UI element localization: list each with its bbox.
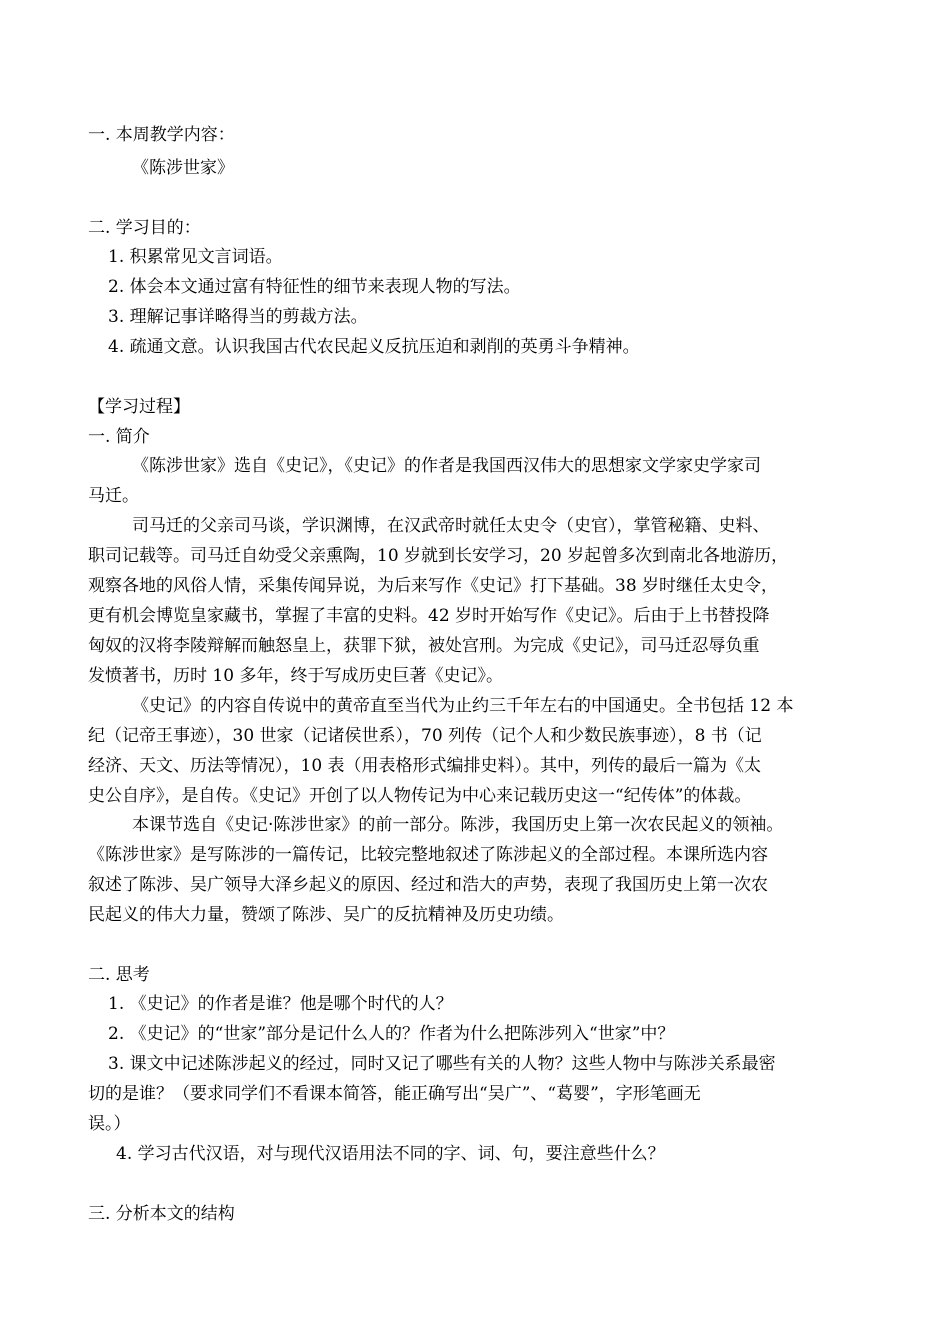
- structure-heading: 三. 分析本文的结构: [88, 1204, 235, 1224]
- goal-item: 4. 疏通文意。认识我国古代农民起义反抗压迫和剥削的英勇斗争精神。: [108, 337, 640, 357]
- section-heading-teaching-content: 一. 本周教学内容：: [88, 125, 235, 145]
- intro-line: 匈奴的汉将李陵辩解而触怒皇上，获罪下狱，被处宫刑。为完成《史记》，司马迁忍辱负重: [88, 636, 760, 656]
- think-item-continued: 切的是谁？（要求同学们不看课本简答，能正确写出“吴广”、“葛婴”，字形笔画无: [88, 1084, 701, 1104]
- think-item: 4. 学习古代汉语，对与现代汉语用法不同的字、词、句，要注意些什么？: [116, 1144, 665, 1164]
- intro-line: 《陈涉世家》是写陈涉的一篇传记，比较完整地叙述了陈涉起义的全部过程。本课所选内容: [88, 845, 768, 865]
- think-item: 1. 《史记》的作者是谁？他是哪个时代的人？: [108, 994, 453, 1014]
- intro-line: 马迁。: [88, 486, 139, 506]
- intro-line: 职司记载等。司马迁自幼受父亲熏陶，10 岁就到长安学习，20 岁起曾多次到南北各地游历，: [88, 546, 789, 566]
- think-item: 2. 《史记》的“世家”部分是记什么人的？作者为什么把陈涉列入“世家”中？: [108, 1024, 675, 1044]
- intro-line: 《史记》的内容自传说中的黄帝直至当代为止约三千年左右的中国通史。全书包括 12 本: [132, 696, 794, 716]
- think-heading: 二. 思考: [88, 965, 150, 985]
- goal-item: 2. 体会本文通过富有特征性的细节来表现人物的写法。: [108, 277, 521, 297]
- intro-heading: 一. 简介: [88, 427, 150, 447]
- lesson-title: 《陈涉世家》: [132, 158, 234, 178]
- intro-line: 叙述了陈涉、吴广领导大泽乡起义的原因、经过和浩大的声势，表现了我国历史上第一次农: [88, 875, 768, 895]
- intro-line: 司马迁的父亲司马谈，学识渊博，在汉武帝时就任太史令（史官），掌管秘籍、史料、: [132, 516, 770, 536]
- process-heading: 【学习过程】: [88, 397, 190, 417]
- intro-line: 发愤著书，历时 10 多年，终于写成历史巨著《史记》。: [88, 666, 503, 686]
- intro-line: 更有机会博览皇家藏书，掌握了丰富的史料。42 岁时开始写作《史记》。后由于上书替投降: [88, 606, 770, 626]
- intro-line: 《陈涉世家》选自《史记》，《史记》的作者是我国西汉伟大的思想家文学家史学家司: [132, 456, 761, 476]
- goal-item: 1. 积累常见文言词语。: [108, 247, 283, 267]
- intro-line: 纪（记帝王事迹），30 世家（记诸侯世系），70 列传（记个人和少数民族事迹），8 书（记: [88, 726, 762, 746]
- goal-item: 3. 理解记事详略得当的剪裁方法。: [108, 307, 368, 327]
- intro-line: 本课节选自《史记·陈涉世家》的前一部分。陈涉，我国历史上第一次农民起义的领袖。: [132, 815, 784, 835]
- think-item: 3. 课文中记述陈涉起义的经过，同时又记了哪些有关的人物？这些人物中与陈涉关系最密: [108, 1054, 776, 1074]
- think-item-continued: 误。）: [88, 1114, 131, 1134]
- intro-line: 民起义的伟大力量，赞颂了陈涉、吴广的反抗精神及历史功绩。: [88, 905, 564, 925]
- section-heading-learning-goals: 二. 学习目的：: [88, 218, 201, 238]
- intro-line: 观察各地的风俗人情，采集传闻异说，为后来写作《史记》打下基础。38 岁时继任太史令，: [88, 576, 779, 596]
- intro-line: 经济、天文、历法等情况），10 表（用表格形式编排史料）。其中，列传的最后一篇为《太: [88, 756, 762, 776]
- intro-line: 史公自序》，是自传。《史记》开创了以人物传记为中心来记载历史这一“纪传体”的体裁。: [88, 786, 752, 806]
